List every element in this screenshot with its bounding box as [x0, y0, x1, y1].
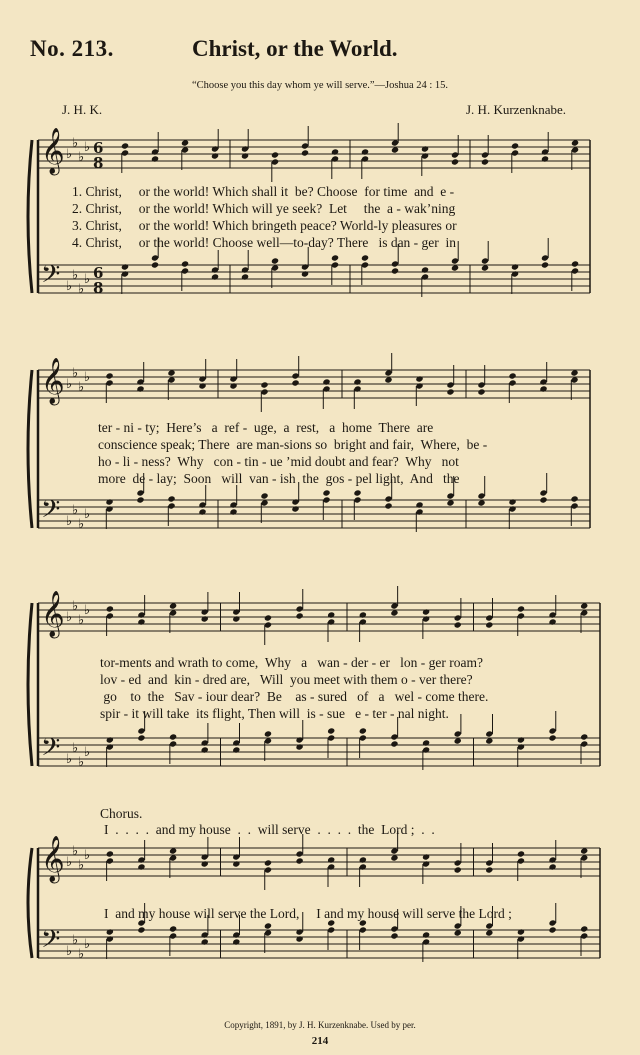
system-brace: [28, 140, 32, 293]
flat-sign: ♭: [66, 610, 73, 625]
note-head: [137, 863, 145, 870]
note-head: [121, 263, 129, 270]
treble-clef: 𝄞: [41, 358, 65, 404]
lyric-line: ter - ni - ty; Here’s a ref - uge, a rest, a home There are: [98, 420, 434, 435]
lyric-line: spir - it will take its flight, Then will is - sue e - ter - nal night.: [100, 706, 449, 721]
flat-sign: ♭: [66, 279, 73, 294]
flat-sign: ♭: [78, 755, 85, 770]
bass-clef: 𝄢: [41, 495, 61, 530]
note-head: [295, 935, 303, 942]
flat-sign: ♭: [78, 150, 85, 165]
note-head: [331, 254, 339, 261]
note-head: [295, 857, 303, 864]
note-head: [353, 489, 361, 496]
note-head: [477, 388, 485, 395]
note-head: [511, 263, 519, 270]
note-head: [548, 618, 556, 625]
lyric-line: more de - lay; Soon will van - ish the gos - pel light, And the: [98, 471, 460, 486]
composer-credit: J. H. Kurzenknabe.: [466, 102, 566, 117]
flat-sign: ♭: [66, 147, 73, 162]
note-head: [201, 860, 209, 867]
note-head: [232, 938, 240, 945]
note-head: [181, 260, 189, 267]
note-head: [137, 618, 145, 625]
system-brace: [28, 370, 32, 528]
note-head: [570, 495, 578, 502]
note-head: [201, 615, 209, 622]
note-head: [271, 257, 279, 264]
note-head: [454, 621, 462, 628]
note-head: [151, 261, 159, 268]
note-head: [322, 489, 330, 496]
flat-sign: ♭: [78, 282, 85, 297]
flat-sign: ♭: [72, 268, 79, 283]
bass-clef: 𝄢: [41, 925, 61, 960]
note-head: [541, 155, 549, 162]
note-head: [295, 743, 303, 750]
lyricist-credit: J. H. K.: [62, 102, 103, 117]
lyric-line: lov - ed and kin - dred are, Will you meet with them o - ver there?: [100, 672, 473, 687]
flat-sign: ♭: [66, 377, 73, 392]
system-brace: [28, 848, 32, 958]
note-head: [167, 495, 175, 502]
flat-sign: ♭: [66, 944, 73, 959]
note-head: [106, 850, 114, 857]
note-head: [422, 853, 430, 860]
note-head: [201, 746, 209, 753]
flat-sign: ♭: [84, 937, 91, 952]
note-head: [260, 492, 268, 499]
note-head: [105, 372, 113, 379]
note-head: [415, 501, 423, 508]
system-brace: [28, 603, 32, 766]
note-head: [264, 922, 272, 929]
note-head: [295, 612, 303, 619]
note-head: [264, 614, 272, 621]
note-head: [359, 727, 367, 734]
note-head: [359, 856, 367, 863]
note-head: [198, 508, 206, 515]
note-head: [136, 496, 144, 503]
lyric-line: 4. Christ, or the world! Choose well—to-day? There is dan - ger in: [72, 235, 457, 250]
flat-sign: ♭: [84, 507, 91, 522]
note-head: [391, 267, 399, 274]
flat-sign: ♭: [84, 370, 91, 385]
flat-sign: ♭: [72, 741, 79, 756]
note-head: [291, 379, 299, 386]
note-head: [301, 270, 309, 277]
chorus-lower-lyric: I and my house will serve the Lord, I and my house will serve the Lord ;: [104, 906, 512, 921]
flat-sign: ♭: [84, 140, 91, 155]
note-head: [517, 850, 525, 857]
note-head: [539, 496, 547, 503]
note-head: [211, 152, 219, 159]
flat-sign: ♭: [66, 855, 73, 870]
chorus-label: Chorus.: [100, 806, 143, 821]
note-head: [485, 621, 493, 628]
note-head: [421, 145, 429, 152]
flat-sign: ♭: [78, 858, 85, 873]
flat-sign: ♭: [72, 599, 79, 614]
lyric-line: 3. Christ, or the world! Which bringeth peace? World-ly pleasures or: [72, 218, 457, 233]
note-head: [327, 727, 335, 734]
note-head: [361, 148, 369, 155]
flat-sign: ♭: [84, 848, 91, 863]
flat-sign: ♭: [66, 752, 73, 767]
note-head: [481, 158, 489, 165]
note-head: [422, 739, 430, 746]
lyric-line: conscience speak; There are man-sions so bright and fair, Where, be -: [98, 437, 488, 452]
note-head: [169, 733, 177, 740]
note-head: [517, 928, 525, 935]
note-head: [580, 733, 588, 740]
note-head: [264, 730, 272, 737]
time-signature-bottom: 8: [93, 279, 104, 297]
note-head: [136, 385, 144, 392]
flat-sign: ♭: [66, 514, 73, 529]
note-head: [548, 863, 556, 870]
note-head: [105, 498, 113, 505]
note-head: [390, 740, 398, 747]
note-head: [539, 385, 547, 392]
flat-sign: ♭: [78, 947, 85, 962]
note-head: [151, 155, 159, 162]
note-head: [384, 502, 392, 509]
note-head: [415, 375, 423, 382]
note-head: [517, 736, 525, 743]
note-head: [106, 736, 114, 743]
note-head: [264, 859, 272, 866]
note-head: [327, 856, 335, 863]
note-head: [508, 498, 516, 505]
note-head: [331, 148, 339, 155]
note-head: [198, 382, 206, 389]
lyric-line: 1. Christ, or the world! Which shall it be? Choose for time and e -: [72, 184, 455, 199]
time-signature-bottom: 8: [93, 154, 104, 172]
note-head: [322, 378, 330, 385]
note-head: [301, 149, 309, 156]
note-head: [291, 505, 299, 512]
note-head: [232, 615, 240, 622]
note-head: [137, 926, 145, 933]
note-head: [485, 866, 493, 873]
note-head: [201, 938, 209, 945]
note-head: [421, 266, 429, 273]
note-head: [353, 378, 361, 385]
copyright-notice: Copyright, 1891, by J. H. Kurzenknabe. Used by per.: [224, 1020, 416, 1030]
treble-clef: 𝄞: [41, 836, 65, 882]
flat-sign: ♭: [72, 933, 79, 948]
note-head: [229, 382, 237, 389]
note-head: [232, 746, 240, 753]
time-signature-top: 6: [93, 139, 104, 157]
flat-sign: ♭: [84, 745, 91, 760]
note-head: [241, 152, 249, 159]
epigraph: “Choose you this day whom ye will serve.”—Joshua 24 : 15.: [191, 80, 449, 91]
flat-sign: ♭: [72, 844, 79, 859]
flat-sign: ♭: [72, 366, 79, 381]
lyric-line: ho - li - ness? Why con - tin - ue ’mid doubt and fear? Why not: [98, 454, 459, 469]
note-head: [548, 734, 556, 741]
hymn-number: No. 213.: [30, 36, 114, 61]
note-head: [390, 932, 398, 939]
flat-sign: ♭: [72, 136, 79, 151]
flat-sign: ♭: [84, 603, 91, 618]
treble-clef: 𝄞: [41, 591, 65, 637]
flat-sign: ♭: [84, 272, 91, 287]
note-head: [422, 608, 430, 615]
note-head: [451, 158, 459, 165]
note-head: [106, 928, 114, 935]
note-head: [517, 605, 525, 612]
treble-clef: 𝄞: [41, 128, 65, 174]
note-head: [548, 926, 556, 933]
note-head: [361, 254, 369, 261]
time-signature-top: 6: [93, 264, 104, 282]
flat-sign: ♭: [78, 517, 85, 532]
note-head: [580, 925, 588, 932]
bass-clef: 𝄢: [41, 260, 61, 295]
note-head: [121, 142, 129, 149]
note-head: [571, 260, 579, 267]
note-head: [359, 611, 367, 618]
flat-sign: ♭: [78, 613, 85, 628]
note-head: [241, 273, 249, 280]
note-head: [541, 261, 549, 268]
note-head: [454, 866, 462, 873]
note-head: [271, 151, 279, 158]
flat-sign: ♭: [78, 380, 85, 395]
lyric-line: tor-ments and wrath to come, Why a wan - der - er lon - ger roam?: [100, 655, 483, 670]
note-head: [229, 508, 237, 515]
note-head: [106, 605, 114, 612]
chorus-upper-lyric: I . . . . and my house . . will serve . . . . the Lord ; . .: [104, 822, 435, 837]
page-number: 214: [311, 1035, 329, 1047]
note-head: [422, 931, 430, 938]
note-head: [446, 388, 454, 395]
note-head: [508, 372, 516, 379]
note-head: [137, 734, 145, 741]
note-head: [169, 925, 177, 932]
flat-sign: ♭: [72, 503, 79, 518]
lyric-line: go to the Sav - iour dear? Be as - sured of a wel - come there.: [100, 689, 489, 704]
note-head: [327, 611, 335, 618]
note-head: [511, 142, 519, 149]
bass-clef: 𝄢: [41, 733, 61, 768]
note-head: [211, 273, 219, 280]
note-head: [232, 860, 240, 867]
note-head: [260, 381, 268, 388]
hymn-title: Christ, or the World.: [192, 36, 398, 61]
lyric-line: 2. Christ, or the world! Which will ye seek? Let the a - wak’ning: [72, 201, 456, 216]
